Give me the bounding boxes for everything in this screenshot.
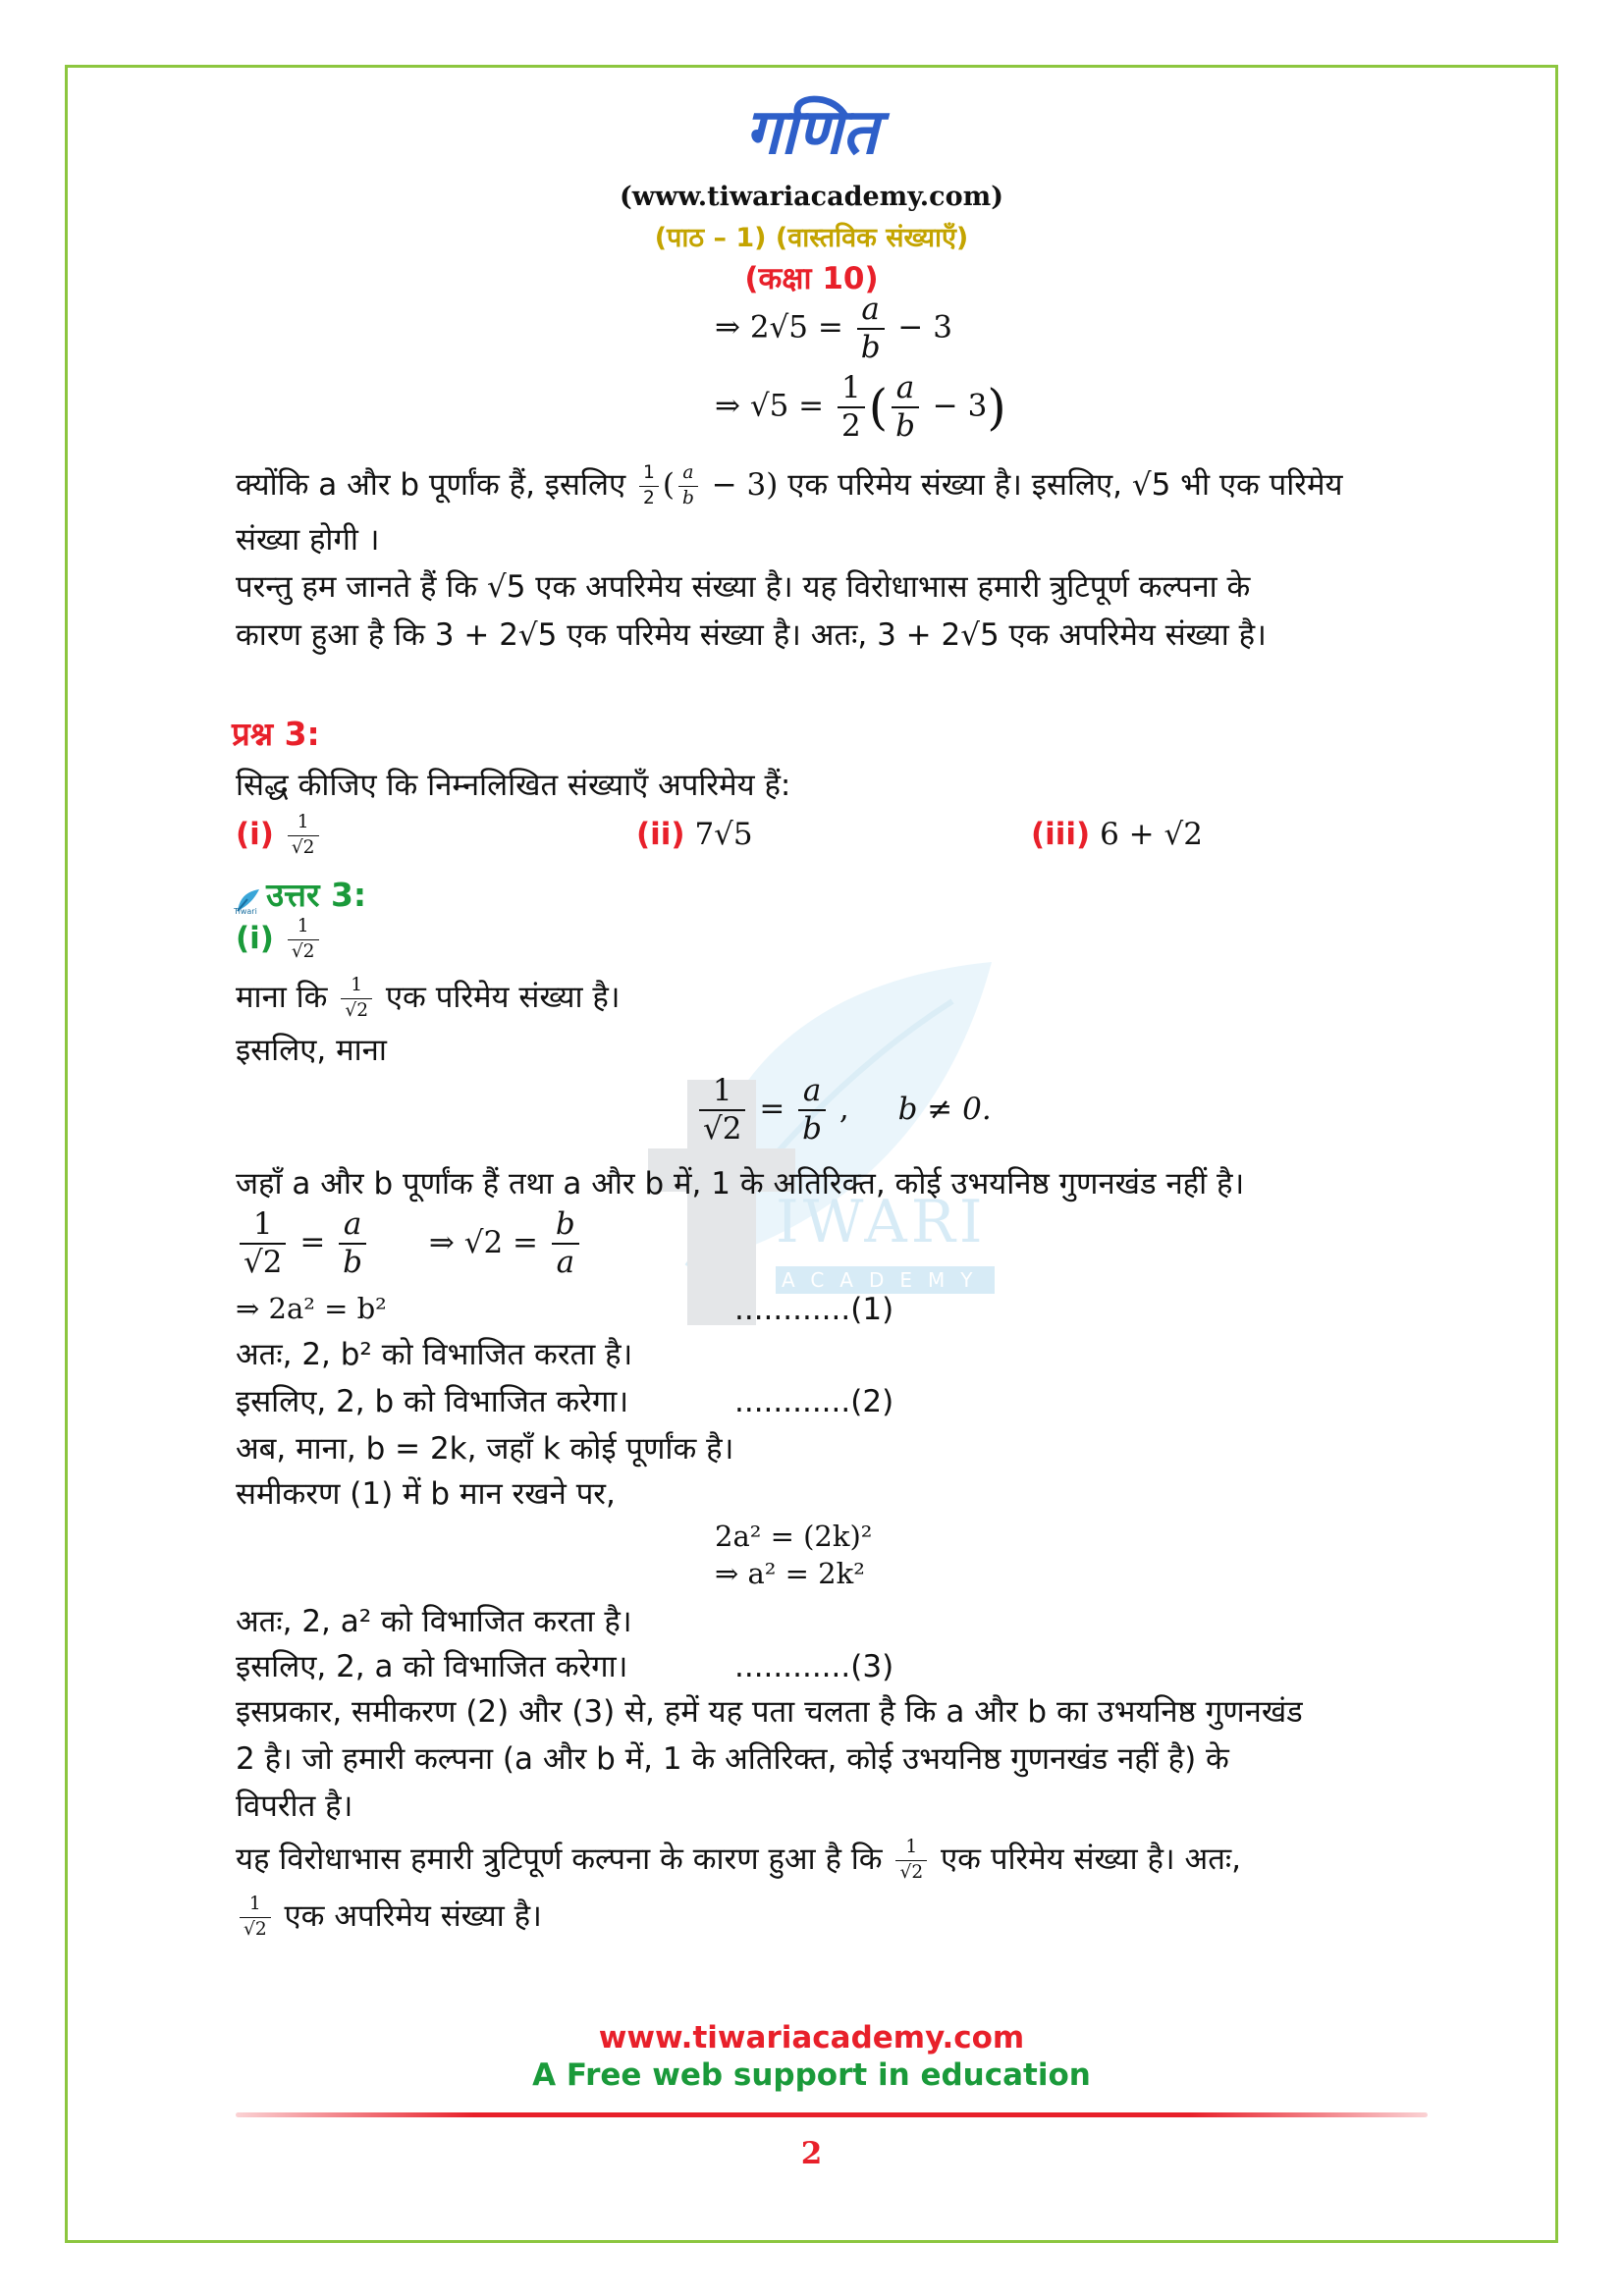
conclusion-line-2: 2 है। जो हमारी कल्पना (a और b में, 1 के अतिरिक्त, कोई उभयनिष्ठ गुणनखंड नहीं है) के bbox=[236, 1741, 1229, 1777]
question-label: प्रश्न 3: bbox=[232, 715, 320, 753]
chapter-name: (वास्तविक संख्याएँ) bbox=[775, 223, 969, 253]
contradiction-line: यह विरोधाभास हमारी त्रुटिपूर्ण कल्पना के कारण हुआ है कि $\frac{1}{√2}$ एक परिमेय संख्या है। अतः, bbox=[236, 1837, 1242, 1883]
page-number: 2 bbox=[800, 2136, 823, 2171]
divides-b: इसलिए, 2, b को विभाजित करेगा। bbox=[236, 1384, 629, 1419]
let-b-equals-2k: अब, माना, b = 2k, जहाँ k कोई पूर्णांक है। bbox=[236, 1431, 734, 1467]
divides-b-squared: अतः, 2, b² को विभाजित करता है। bbox=[236, 1337, 633, 1372]
chapter-number: (पाठ – 1) bbox=[654, 223, 767, 253]
footer-website-link[interactable]: www.tiwariacademy.com bbox=[598, 2020, 1025, 2056]
page-title: गणित bbox=[744, 96, 879, 169]
watermark-sub: ACADEMY bbox=[776, 1266, 995, 1294]
equation-ref-1: ............(1) bbox=[734, 1292, 894, 1327]
conclusion-line-1: इसप्रकार, समीकरण (2) और (3) से, हमें यह पता चलता है कि a और b का उभयनिष्ठ गुणनखंड bbox=[236, 1694, 1303, 1730]
assumption-equation: $\frac{1}{√2}$ = $\frac{a}{b}$ , b ≠ 0. bbox=[695, 1076, 992, 1145]
substituted-equation: 2a² = (2k)² bbox=[715, 1520, 873, 1553]
simplified-equation: ⇒ a² = 2k² bbox=[715, 1557, 865, 1590]
question-option-1: (i) $\frac{1}{√2}$ bbox=[236, 813, 323, 858]
equation-1: ⇒ 2√5 = $\frac{a}{b}$ − 3 bbox=[715, 292, 952, 365]
equation-2: ⇒ √5 = $\frac{1}{2}$ ( $\frac{a}{b}$ − 3) bbox=[715, 370, 1006, 444]
divides-a-squared: अतः, 2, a² को विभाजित करता है। bbox=[236, 1604, 632, 1639]
question-option-2: (ii) 7√5 bbox=[636, 817, 753, 852]
substitution-line: समीकरण (1) में b मान रखने पर, bbox=[236, 1476, 616, 1512]
tiwari-logo-icon: Tiwari bbox=[234, 887, 261, 917]
footer-divider bbox=[236, 2112, 1428, 2117]
footer-tagline: A Free web support in education bbox=[532, 2057, 1091, 2093]
cross-multiply-equation: $\frac{1}{√2}$ = $\frac{a}{b}$ ⇒ √2 = $\frac{b}{a}$ bbox=[236, 1209, 583, 1278]
paragraph-1-line-1: क्योंकि a और b पूर्णांक हैं, इसलिए $\frac{1}{2}$ ( $\frac{a}{b}$ − 3) एक परिमेय संख्या है। इसलिए, √5 भी एक परिमेय bbox=[236, 462, 1343, 508]
class-heading: (कक्षा 10) bbox=[744, 261, 879, 296]
assumption-line: माना कि $\frac{1}{√2}$ एक परिमेय संख्या है। bbox=[236, 975, 621, 1021]
answer-part-1: (i) $\frac{1}{√2}$ bbox=[236, 917, 323, 962]
equation-squared: ⇒ 2a² = b² bbox=[236, 1292, 387, 1325]
equation-ref-2: ............(2) bbox=[734, 1384, 894, 1419]
divides-a: इसलिए, 2, a को विभाजित करेगा। bbox=[236, 1649, 628, 1684]
final-statement: $\frac{1}{√2}$ एक अपरिमेय संख्या है। bbox=[236, 1895, 542, 1940]
paragraph-1-line-2: संख्या होगी । bbox=[236, 522, 380, 558]
paragraph-2-line-1: परन्तु हम जानते हैं कि √5 एक अपरिमेय संख्या है। यह विरोधाभास हमारी त्रुटिपूर्ण कल्पना के bbox=[236, 569, 1251, 605]
watermark-brand: IWARI bbox=[776, 1188, 987, 1256]
chapter-heading bbox=[0, 218, 1623, 254]
conclusion-line-3: विपरीत है। bbox=[236, 1789, 353, 1824]
equation-ref-3: ............(3) bbox=[734, 1649, 894, 1684]
therefore-line: इसलिए, माना bbox=[236, 1033, 387, 1068]
header-website: (www.tiwariacademy.com) bbox=[620, 182, 1003, 212]
question-text: सिद्ध कीजिए कि निम्नलिखित संख्याएँ अपरिमेय हैं: bbox=[236, 768, 791, 803]
answer-heading: Tiwari उत्तर 3: bbox=[234, 876, 367, 916]
coprime-statement: जहाँ a और b पूर्णांक हैं तथा a और b में, 1 के अतिरिक्त, कोई उभयनिष्ठ गुणनखंड नहीं है। bbox=[236, 1166, 1245, 1201]
paragraph-2-line-2: कारण हुआ है कि 3 + 2√5 एक परिमेय संख्या है। अतः, 3 + 2√5 एक अपरिमेय संख्या है। bbox=[236, 617, 1267, 653]
question-option-3: (iii) 6 + √2 bbox=[1031, 817, 1203, 852]
